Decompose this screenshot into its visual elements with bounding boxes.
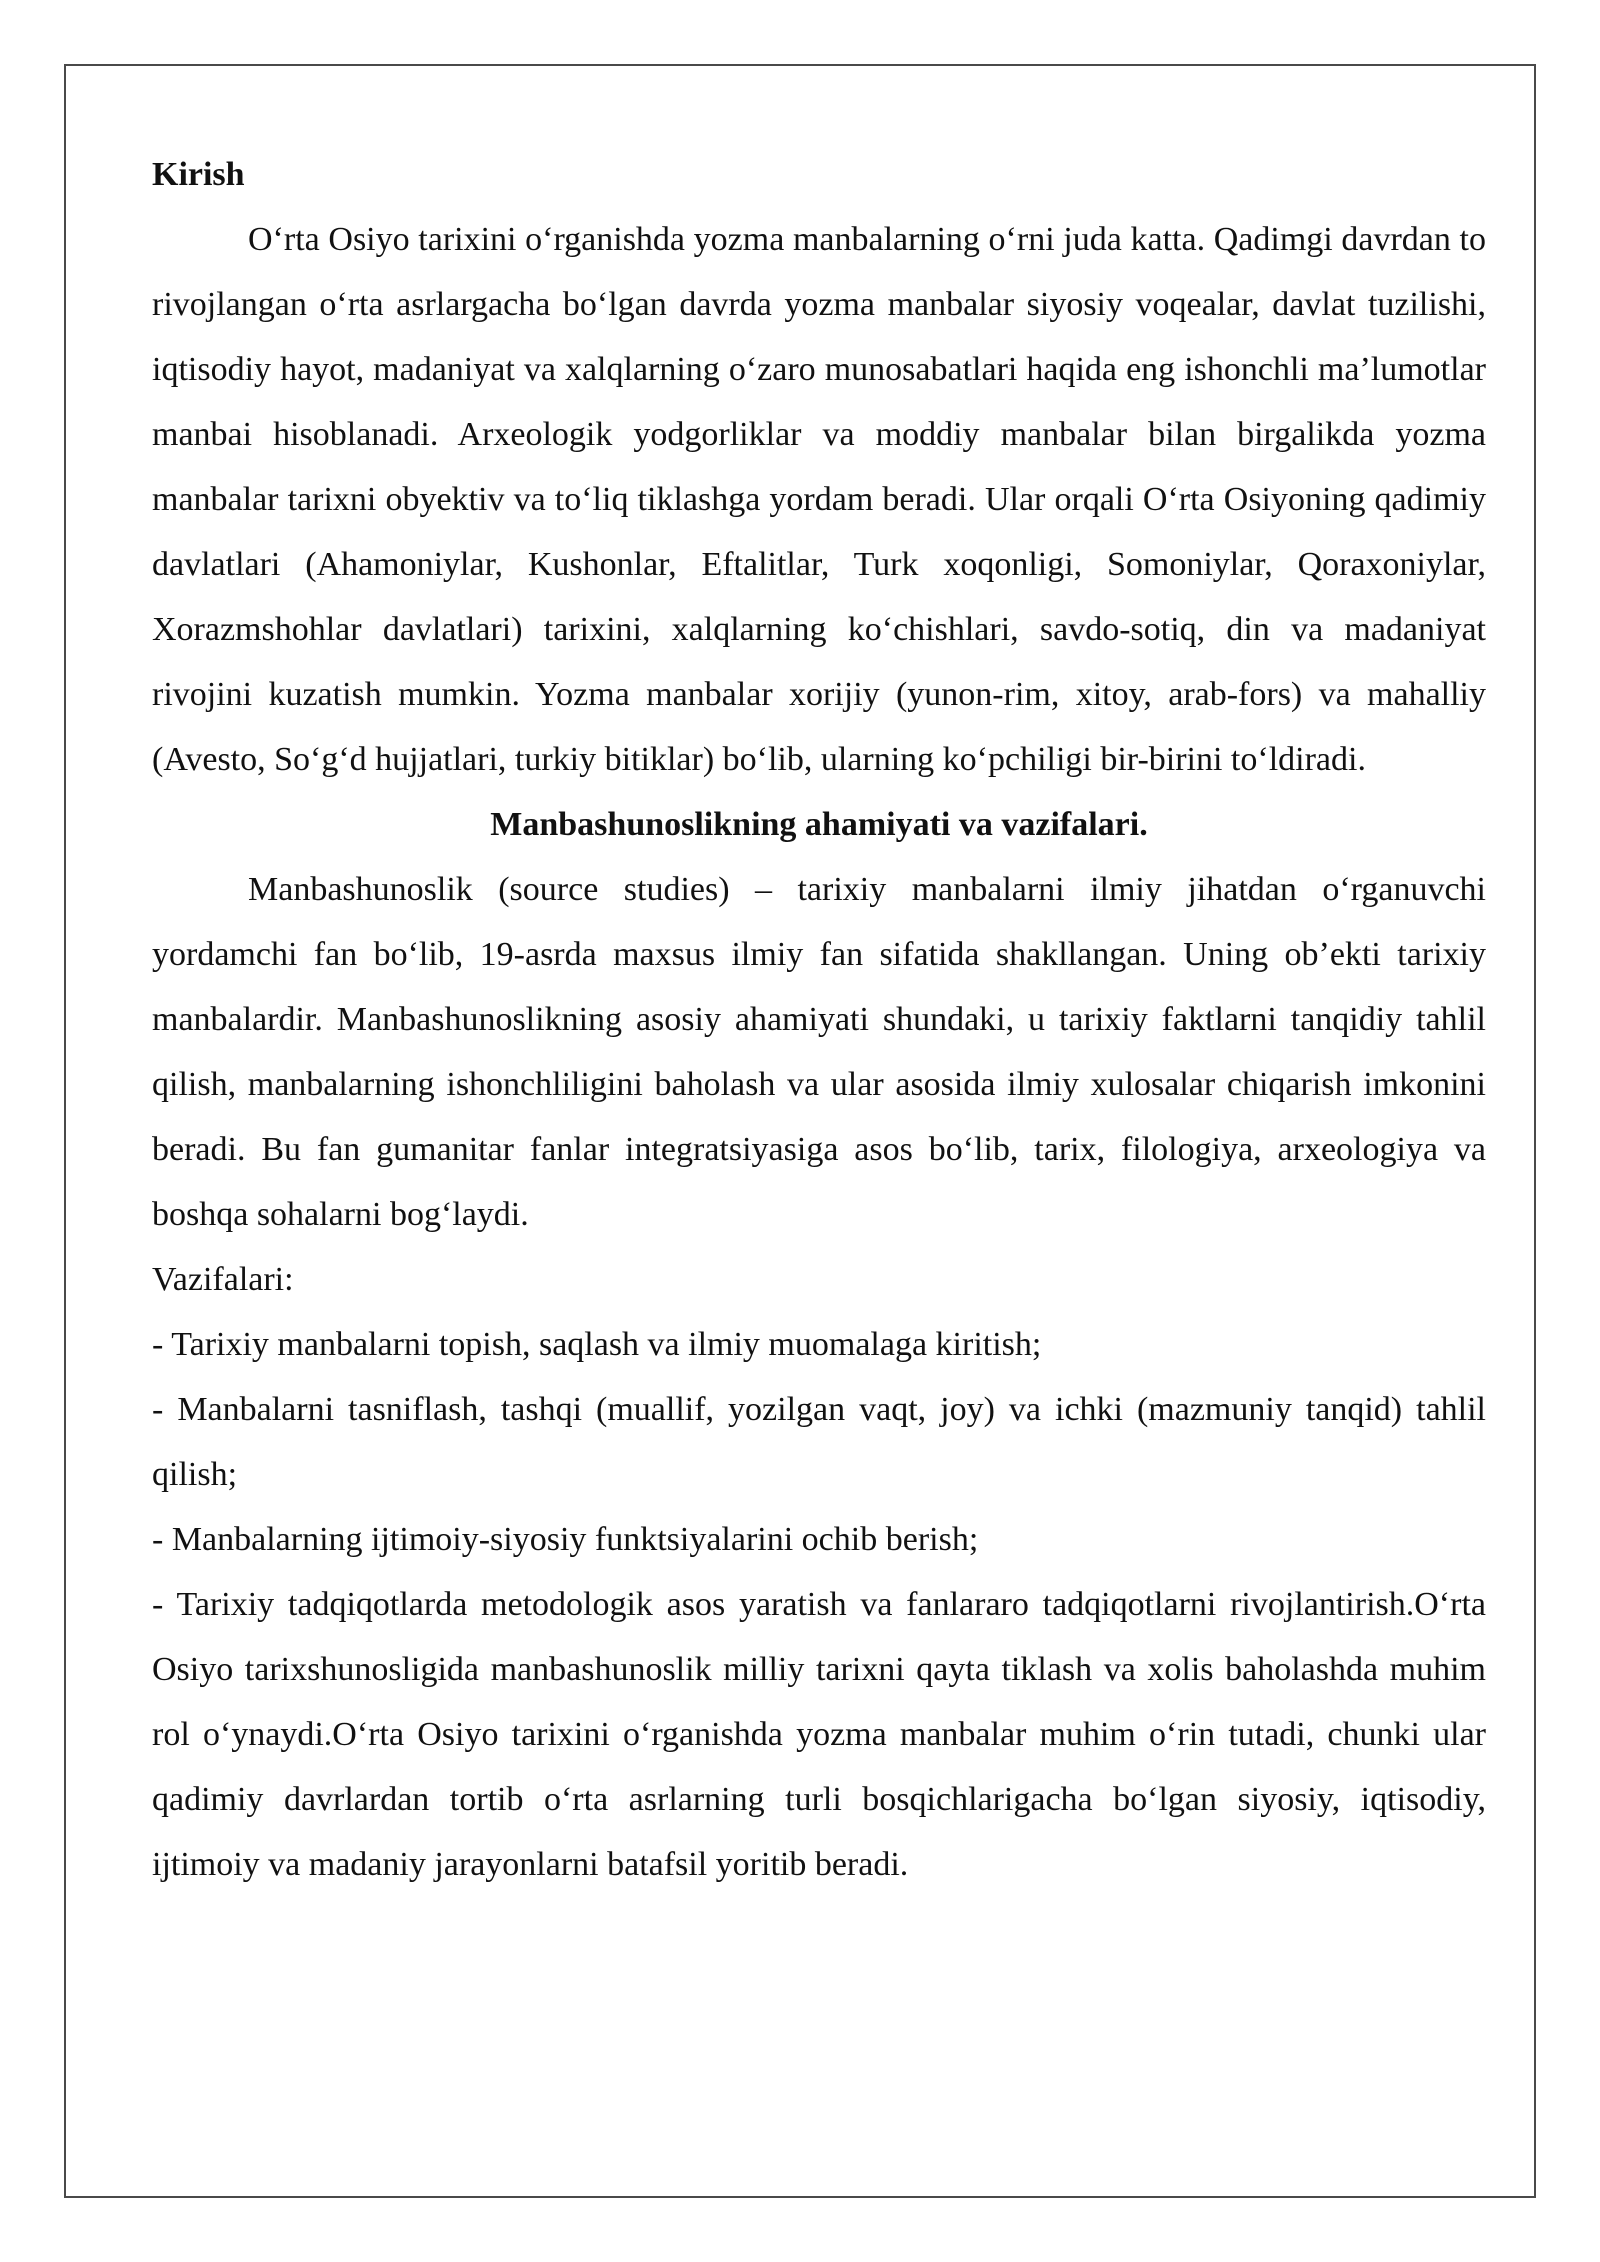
intro-heading: Kirish: [152, 156, 245, 193]
task-item-4: - Tarixiy tadqiqotlarda metodologik asos yaratish va fanlararo tadqiqotlarni rivojlantirish.O‘rta Osiyo tarixshunosligida manbashunoslik milliy tarixni qayta tiklash va xolis baholashda muhim rol o‘ynaydi.O‘rta Osiyo tarixini o‘rganishda yozma manbalar muhim o‘rin tutadi, chunki ular qadimiy davrlardan tortib o‘rta asrlarning turli bosqichlarigacha bo‘lgan siyosiy, iqtisodiy, ijtimoiy va madaniy jarayonlarni batafsil yoritib beradi.: [152, 1586, 1486, 1883]
task-item-3: - Manbalarning ijtimoiy-siyosiy funktsiyalarini ochib berish;: [152, 1521, 979, 1558]
section-heading: Manbashunoslikning ahamiyati va vazifalari.: [490, 806, 1148, 843]
task-item-1: - Tarixiy manbalarni topish, saqlash va ilmiy muomalaga kiritish;: [152, 1326, 1042, 1363]
tasks-label: Vazifalari:: [152, 1261, 294, 1298]
section-paragraph: Manbashunoslik (source studies) – tarixiy manbalarni ilmiy jihatdan o‘rganuvchi yordamchi fan bo‘lib, 19-asrda maxsus ilmiy fan sifatida shakllangan. Uning ob’ekti tarixiy manbalardir. Manbashunoslikning asosiy ahamiyati shundaki, u tarixiy faktlarni tanqidiy tahlil qilish, manbalarning ishonchliligini baholash va ular asosida ilmiy xulosalar chiqarish imkonini beradi. Bu fan gumanitar fanlar integratsiyasiga asos bo‘lib, tarix, filologiya, arxeologiya va boshqa sohalarni bog‘laydi.: [152, 871, 1486, 1233]
task-item-2: - Manbalarni tasniflash, tashqi (muallif, yozilgan vaqt, joy) va ichki (mazmuniy tanqid) tahlil qilish;: [152, 1391, 1486, 1493]
intro-paragraph: O‘rta Osiyo tarixini o‘rganishda yozma manbalarning o‘rni juda katta. Qadimgi davrdan to rivojlangan o‘rta asrlargacha bo‘lgan davrda yozma manbalar siyosiy voqealar, davlat tuzilishi, iqtisodiy hayot, madaniyat va xalqlarning o‘zaro munosabatlari haqida eng ishonchli ma’lumotlar manbai hisoblanadi. Arxeologik yodgorliklar va moddiy manbalar bilan birgalikda yozma manbalar tarixni obyektiv va to‘liq tiklashga yordam beradi. Ular orqali O‘rta Osiyoning qadimiy davlatlari (Ahamoniylar, Kushonlar, Eftalitlar, Turk xoqonligi, Somoniylar, Qoraxoniylar, Xorazmshohlar davlatlari) tarixini, xalqlarning ko‘chishlari, savdo-sotiq, din va madaniyat rivojini kuzatish mumkin. Yozma manbalar xorijiy (yunon-rim, xitoy, arab-fors) va mahalliy (Avesto, So‘g‘d hujjatlari, turkiy bitiklar) bo‘lib, ularning ko‘pchiligi bir-birini to‘ldiradi.: [152, 221, 1486, 778]
document-body: [152, 142, 1486, 1897]
